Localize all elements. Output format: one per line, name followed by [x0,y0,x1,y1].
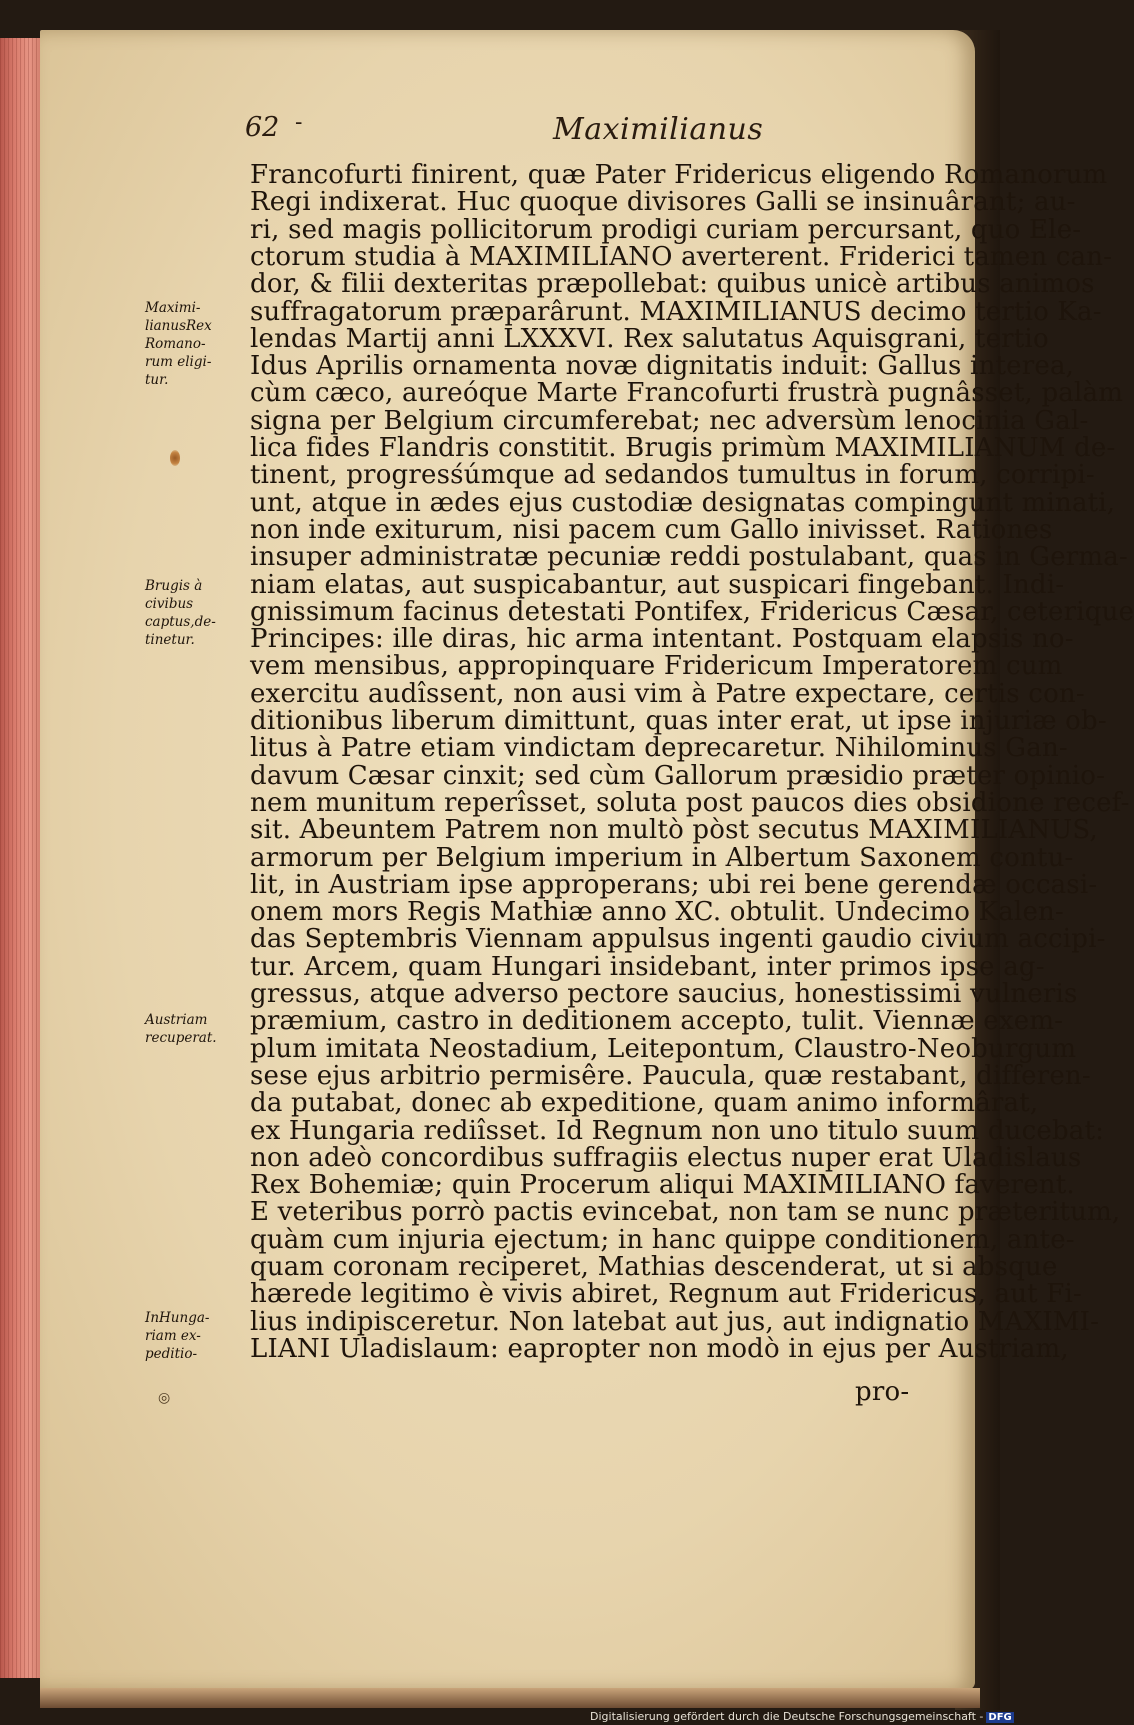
text-line: hærede legitimo è vivis abiret, Regnum aut Fridericus, aut Fi- [250,1279,1083,1310]
margin-note-line: peditio- [145,1346,198,1362]
text-line: gnissimum facinus detestati Pontifex, Fridericus Cæsar, ceterique [250,596,1134,627]
text-line: litus à Patre etiam vindictam deprecaretur. Nihilominus Gan- [250,733,1068,764]
margin-note-line: recuperat. [145,1030,217,1046]
text-line: ctorum studia à MAXIMILIANO averterent. Friderici tamen can- [250,241,1113,272]
page-number-dash: - [295,110,303,135]
text-line: gressus, atque adverso pectore saucius, honestissimi vulneris [250,979,1078,1009]
text-line: exercitu audîssent, non ausi vim à Patre expectare, certis con- [250,678,1085,709]
text-line: præmium, castro in deditionem accepto, tulit. Viennæ exem- [250,1006,1064,1037]
text-line: non adeò concordibus suffragiis electus nuper erat Uladislaus [250,1142,1082,1173]
text-line: nem munitum reperîsset, soluta post paucos dies obsidione recef- [250,787,1130,818]
text-line: Regi indixerat. Huc quoque divisores Galli se insinuârant; au- [250,187,1076,218]
text-line: Francofurti finirent, quæ Pater Fridericus eligendo Romanorum [250,160,1108,190]
text-line: da putabat, donec ab expeditione, quam animo informârat, [250,1088,1039,1119]
text-line: insuper administratæ pecuniæ reddi postulabant, quas in Germa- [250,542,1128,573]
text-line: ex Hungaria rediîsset. Id Regnum non uno titulo suum ducebat: [250,1115,1105,1146]
running-head: Maximilianus [553,112,764,147]
margin-note-line: civibus [145,596,194,612]
margin-note-line: riam ex- [145,1328,201,1344]
text-line: davum Cæsar cinxit; sed cùm Gallorum præsidio præter opinio- [250,760,1106,791]
margin-note-line: Maximi- [145,300,201,316]
text-line: Principes: ille diras, hic arma intentant. Postquam elapsis no- [250,624,1074,655]
margin-note-line: captus,de- [145,614,216,630]
text-line: non inde exiturum, nisi pacem cum Gallo inivisset. Rationes [250,514,1053,545]
text-line: vem mensibus, appropinquare Fridericum Imperatorem cum [250,651,1063,682]
text-line: tinent, progresśúmque ad sedandos tumultus in forum, corripi- [250,460,1095,491]
text-line: tur. Arcem, quam Hungari insidebant, inter primos ipse ag- [250,951,1045,982]
ornament-mark: ◎ [158,1390,171,1406]
text-line: E veteribus porrò pactis evincebat, non tam se nunc præteritum, [250,1197,1121,1228]
text-line: quam coronam reciperet, Mathias descenderat, ut si absque [250,1252,1058,1282]
text-line: suffragatorum præparârunt. MAXIMILIANUS decimo tertio Ka- [250,296,1102,327]
margin-note-line: Brugis à [145,578,203,594]
text-line: lica fides Flandris constitit. Brugis primùm MAXIMILIANUM de- [250,433,1116,463]
text-line: dor, & filii dexteritas præpollebat: quibus unicè artibus animos [250,269,1095,300]
text-line: sese ejus arbitrio permisêre. Paucula, quæ restabant, differen- [250,1060,1091,1091]
text-line: quàm cum injuria ejectum; in hanc quippe conditionem, ante- [250,1224,1075,1255]
margin-note-line: rum eligi- [145,354,212,370]
margin-note-line: Romano- [145,336,206,352]
text-line: lius indipisceretur. Non latebat aut jus, aut indignatio MAXIMI- [250,1306,1100,1337]
text-line: niam elatas, aut suspicabantur, aut suspicari fingebant. Indi- [250,569,1065,600]
text-line: plum imitata Neostadium, Leitepontum, Claustro-Neoburgum [250,1033,1077,1064]
dfg-logo: DFG [988,1712,1012,1723]
text-line: lendas Martij anni LXXXVI. Rex salutatus Aquisgrani, tertio [250,323,1049,354]
text-line: armorum per Belgium imperium in Albertum Saxonem contu- [250,842,1074,873]
text-line: ri, sed magis pollicitorum prodigi curiam percursant, quo Ele- [250,214,1082,245]
text-line: cùm cæco, aureóque Marte Francofurti frustrà pugnâsset, palàm [250,378,1124,409]
margin-note-line: tinetur. [145,632,195,648]
page-header [245,112,945,152]
footer-text: Digitalisierung gefördert durch die Deutsche Forschungsgemeinschaft - [590,1710,984,1723]
text-line: signa per Belgium circumferebat; nec adversùm lenocinia Gal- [250,405,1089,436]
text-line: Idus Aprilis ornamenta novæ dignitatis induit: Gallus interea, [250,351,1075,382]
margin-note-line: tur. [145,372,169,388]
margin-note-line: Austriam [145,1012,208,1028]
catchword: pro- [855,1377,910,1407]
page-number: 62 [245,112,280,143]
text-line: onem mors Regis Mathiæ anno XC. obtulit. Undecimo Kalen- [250,897,1064,928]
text-line: lit, in Austriam ipse approperans; ubi rei bene gerendæ occasi- [250,869,1098,900]
margin-note-line: lianusRex [145,318,212,334]
text-line: LIANI Uladislaum: eapropter non modò in ejus per Austriam, [250,1333,1069,1364]
text-line: unt, atque in ædes ejus custodiæ designatas compingunt minati, [250,487,1116,518]
text-line: ditionibus liberum dimittunt, quas inter erat, ut ipse injuriæ ob- [250,706,1107,736]
ink-stain [170,450,180,466]
text-line: sit. Abeuntem Patrem non multò pòst secutus MAXIMILIANUS, [250,815,1098,846]
footer-credit [590,1710,1014,1723]
fore-edge-texture [0,38,42,1678]
text-line: das Septembris Viennam appulsus ingenti gaudio civium accipi- [250,924,1106,955]
margin-note-line: InHunga- [145,1310,210,1326]
text-line: Rex Bohemiæ; quin Procerum aliqui MAXIMILIANO faverent. [250,1170,1075,1201]
page-bottom-edge [40,1688,980,1708]
